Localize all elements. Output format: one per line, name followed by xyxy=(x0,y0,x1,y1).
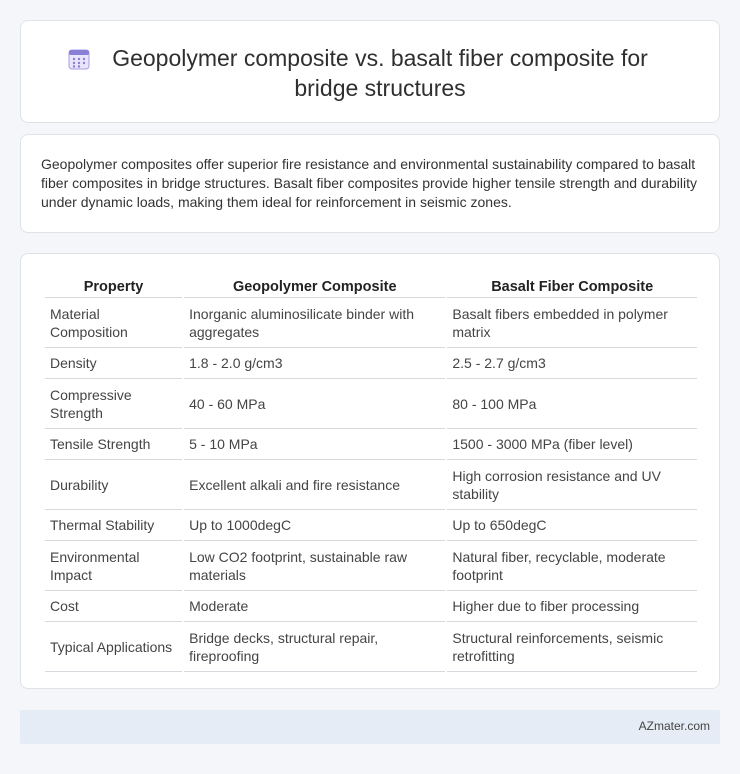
table-row xyxy=(45,379,697,429)
table-row xyxy=(45,541,697,591)
property-cell: Compressive Strength xyxy=(45,379,182,429)
geopolymer-cell: Excellent alkali and fire resistance xyxy=(184,460,445,510)
table-row xyxy=(45,460,697,510)
basalt-cell: 2.5 - 2.7 g/cm3 xyxy=(447,348,697,379)
property-cell: Environmental Impact xyxy=(45,541,182,591)
basalt-cell: High corrosion resistance and UV stability xyxy=(447,460,697,510)
column-header-basalt: Basalt Fiber Composite xyxy=(447,276,697,298)
basalt-cell: Up to 650degC xyxy=(447,510,697,541)
geopolymer-cell: 1.8 - 2.0 g/cm3 xyxy=(184,348,445,379)
geopolymer-cell: Moderate xyxy=(184,591,445,622)
table-row xyxy=(45,591,697,622)
title-card xyxy=(20,20,720,123)
table-row xyxy=(45,298,697,348)
table-row xyxy=(45,622,697,672)
summary-card xyxy=(20,134,720,233)
geopolymer-cell: Low CO2 footprint, sustainable raw materials xyxy=(184,541,445,591)
table-row xyxy=(45,348,697,379)
table-row xyxy=(45,510,697,541)
geopolymer-cell: 5 - 10 MPa xyxy=(184,429,445,460)
geopolymer-cell: Up to 1000degC xyxy=(184,510,445,541)
geopolymer-cell: Inorganic aluminosilicate binder with aggregates xyxy=(184,298,445,348)
footer-brand[interactable]: AZmater.com xyxy=(638,719,710,733)
table-row xyxy=(45,429,697,460)
column-header-geopolymer: Geopolymer Composite xyxy=(184,276,445,298)
property-cell: Tensile Strength xyxy=(45,429,182,460)
summary-text: Geopolymer composites offer superior fire resistance and environmental sustainability compared to basalt fiber composites in bridge structures. Basalt fiber composites provide higher tensile strength and durability under dynamic loads, making them ideal for reinforcement in seismic zones. xyxy=(41,156,697,210)
property-cell: Material Composition xyxy=(45,298,182,348)
page-title: Geopolymer composite vs. basalt fiber composite for bridge structures xyxy=(112,45,648,101)
column-header-property: Property xyxy=(45,276,182,298)
basalt-cell: 1500 - 3000 MPa (fiber level) xyxy=(447,429,697,460)
property-cell: Density xyxy=(45,348,182,379)
property-cell: Thermal Stability xyxy=(45,510,182,541)
comparison-table xyxy=(43,276,699,672)
basalt-cell: Structural reinforcements, seismic retrofitting xyxy=(447,622,697,672)
geopolymer-cell: Bridge decks, structural repair, fireproofing xyxy=(184,622,445,672)
basalt-cell: Natural fiber, recyclable, moderate footprint xyxy=(447,541,697,591)
basalt-cell: Basalt fibers embedded in polymer matrix xyxy=(447,298,697,348)
property-cell: Cost xyxy=(45,591,182,622)
property-cell: Typical Applications xyxy=(45,622,182,672)
basalt-cell: 80 - 100 MPa xyxy=(447,379,697,429)
footer-bar xyxy=(20,710,720,744)
basalt-cell: Higher due to fiber processing xyxy=(447,591,697,622)
comparison-card xyxy=(20,253,720,689)
geopolymer-cell: 40 - 60 MPa xyxy=(184,379,445,429)
property-cell: Durability xyxy=(45,460,182,510)
table-header-row xyxy=(45,276,697,298)
